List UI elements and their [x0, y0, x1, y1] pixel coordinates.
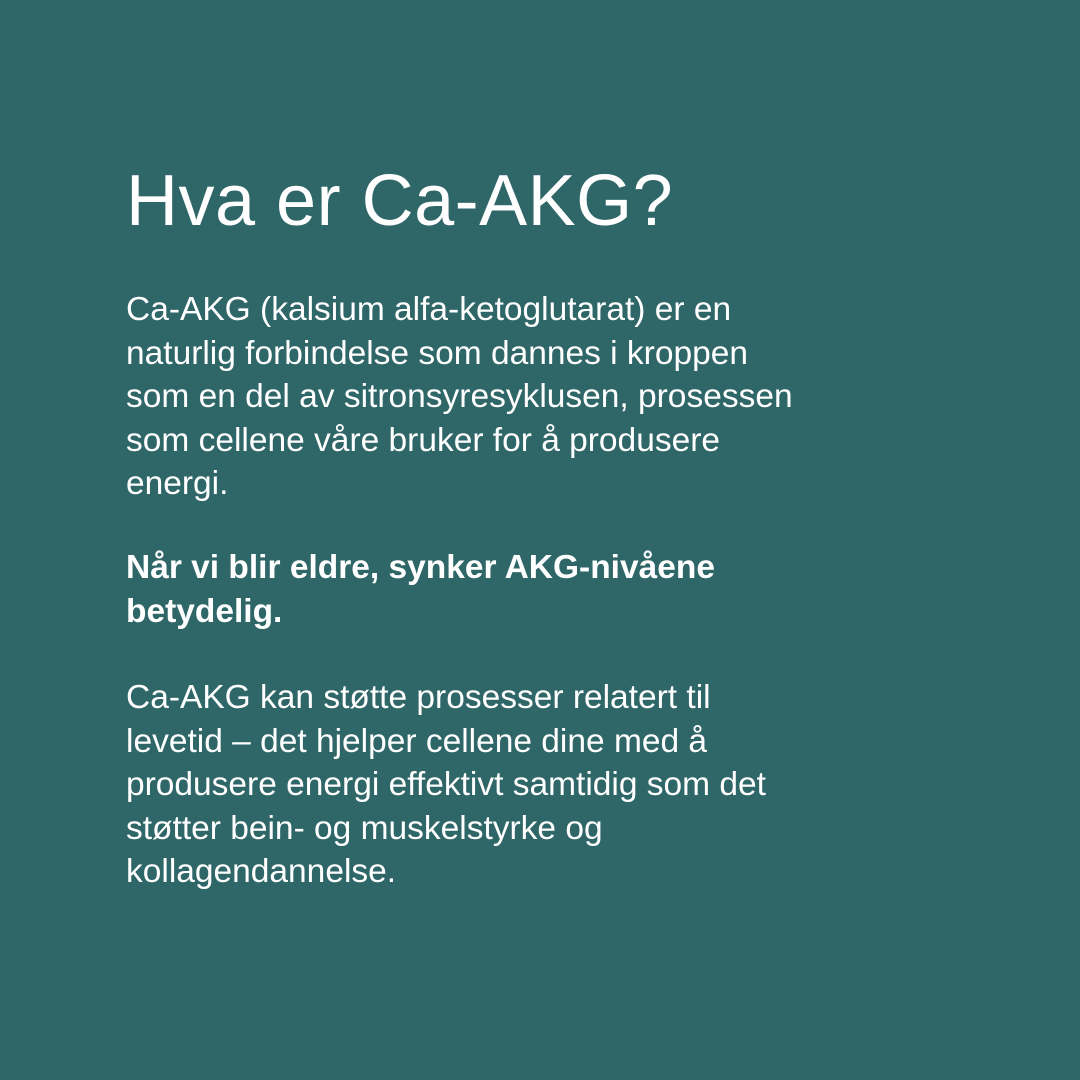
paragraph-line: kollagendannelse.	[126, 853, 397, 890]
paragraph-line: støtter bein- og muskelstyrke og	[126, 809, 603, 847]
paragraph-line: Ca-AKG kan støtte prosesser relatert til	[126, 679, 711, 716]
benefits-paragraph	[126, 676, 766, 894]
paragraph-line: energi.	[126, 465, 229, 502]
paragraph-line: som en del av sitronsyresyklusen, prosessen	[126, 378, 793, 415]
page-title: Hva er Ca-AKG?	[126, 161, 674, 241]
paragraph-line: levetid – det hjelper cellene dine med å	[126, 722, 708, 760]
paragraph-line: betydelig.	[126, 592, 283, 630]
paragraph-line: naturlig forbindelse som dannes i kroppen	[126, 334, 748, 372]
paragraph-line: Ca-AKG (kalsium alfa-ketoglutarat) er en	[126, 291, 732, 328]
paragraph-line: produsere energi effektivt samtidig som det	[126, 766, 766, 803]
highlight-paragraph	[126, 546, 715, 633]
paragraph-line: Når vi blir eldre, synker AKG-nivåene	[126, 549, 715, 586]
intro-paragraph	[126, 288, 793, 506]
paragraph-line: som cellene våre bruker for å produsere	[126, 421, 720, 459]
